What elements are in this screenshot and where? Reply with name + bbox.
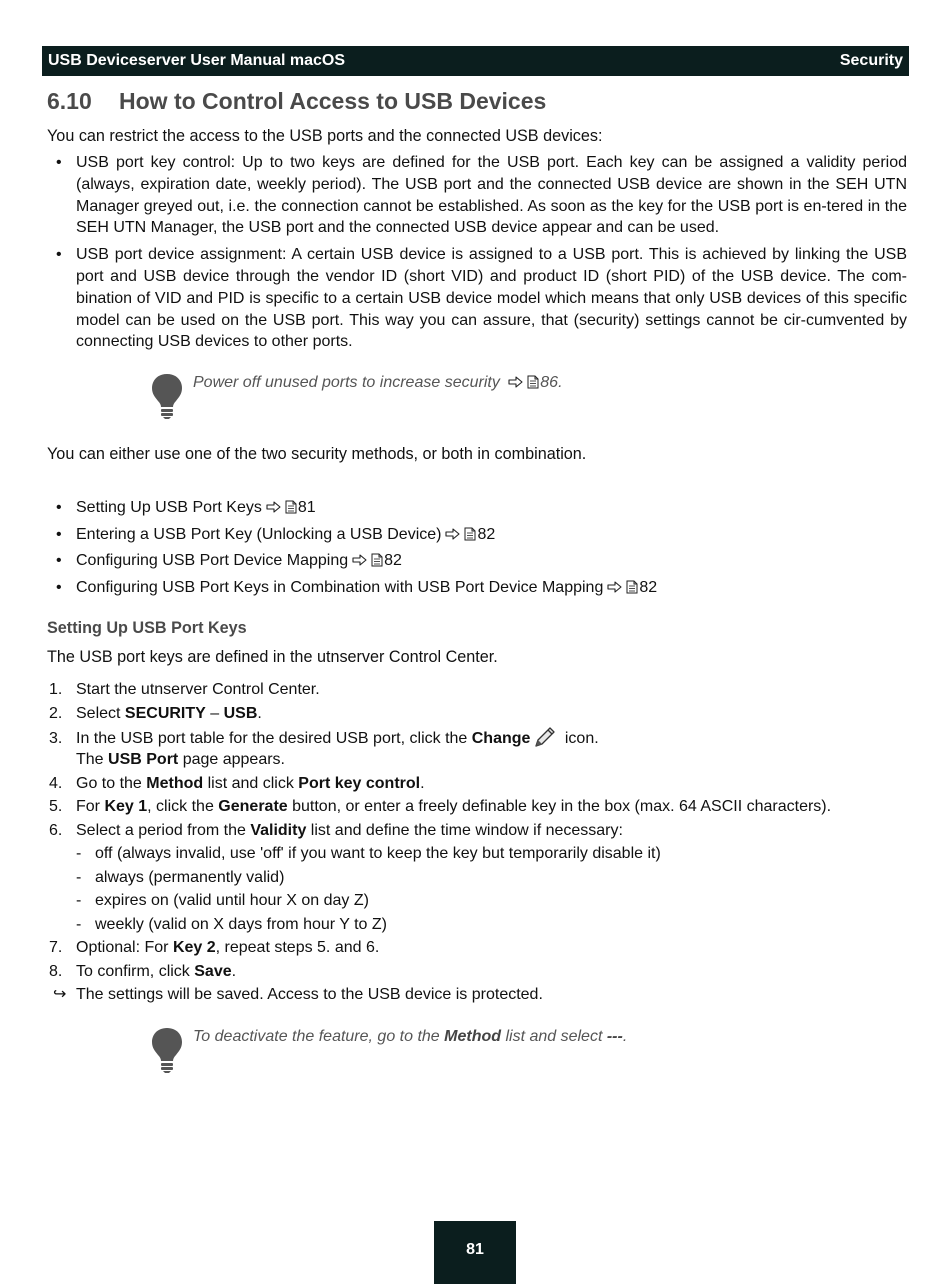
step-item: [47, 702, 907, 726]
page-header: [42, 46, 909, 76]
step-item: [47, 678, 907, 702]
section-heading: [47, 88, 546, 115]
list-item[interactable]: [47, 524, 657, 551]
step-number: 5.: [49, 798, 63, 815]
step-item: [47, 936, 907, 960]
bullet: •: [56, 552, 62, 570]
usb-port-page-label: USB Port: [108, 751, 179, 768]
validity-option: [47, 842, 907, 866]
tip-text-body: list and select: [501, 1028, 607, 1045]
pencil-icon: [533, 725, 557, 749]
step-text: icon.: [560, 730, 599, 747]
list-item[interactable]: [47, 577, 657, 604]
page-reference[interactable]: 82: [384, 552, 402, 570]
step-number: 3.: [49, 730, 63, 747]
arrow-right-icon: [508, 376, 523, 388]
step-item: [47, 819, 907, 843]
bullet-text: USB port device assignment: A certain USB device is assigned to a USB port. This is achieved by linking the USB port and USB device through the vendor ID (short VID) and product ID (short PID) of the USB device. The com-bination of VID and PID is specific to a certain USB device model which means that only USB devices of this specific model can be used on the USB port. This way you can assure, that (security) settings cannot be cir-cumvented by connecting USB devices to other ports.: [76, 246, 907, 351]
option-text: weekly (valid on X days from hour Y to Z): [95, 915, 387, 933]
step-number: 7.: [49, 939, 63, 956]
page-icon: [626, 580, 638, 594]
step-text: .: [420, 774, 425, 792]
step-text: , click the: [147, 798, 219, 815]
page-icon: [527, 375, 539, 389]
step-text: To confirm, click: [76, 962, 195, 980]
dash: -: [76, 868, 82, 886]
step-number: 2.: [49, 704, 63, 722]
step-text: Go to the: [76, 774, 147, 792]
chapter-title: Security: [839, 52, 903, 69]
step-text: , repeat steps 5. and 6.: [215, 939, 380, 956]
bullet: •: [56, 525, 62, 543]
step-item: [47, 772, 907, 796]
dash: -: [76, 915, 82, 933]
section-title: How to Control Access to USB Devices: [119, 88, 547, 114]
page-reference[interactable]: 81: [297, 499, 316, 516]
related-topics-list: [47, 497, 657, 604]
list-item: [47, 152, 907, 239]
step-text: Select: [76, 704, 125, 722]
step-text: In the USB port table for the desired USB port, click the: [76, 730, 472, 747]
key-1-label: Key 1: [104, 798, 148, 815]
step-result: [47, 983, 907, 1007]
link-label[interactable]: Entering a USB Port Key (Unlocking a USB Device): [76, 525, 442, 543]
save-label: Save: [194, 962, 232, 980]
bullet: •: [56, 154, 62, 171]
step-number: 4.: [49, 774, 63, 792]
link-label[interactable]: Setting Up USB Port Keys: [76, 499, 262, 516]
step-text: .: [231, 962, 237, 980]
list-item: [47, 244, 907, 353]
dash: -: [76, 892, 82, 909]
page-reference[interactable]: 82: [477, 525, 496, 543]
step-text: page appears.: [178, 751, 285, 768]
manual-title: USB Deviceserver User Manual macOS: [48, 52, 346, 69]
page-icon: [285, 500, 297, 514]
arrow-right-icon: [445, 528, 460, 540]
step-number: 8.: [49, 962, 63, 980]
lightbulb-icon: [150, 1026, 184, 1074]
page-icon: [464, 527, 476, 541]
step-text: list and click: [203, 774, 299, 792]
option-text: expires on (valid until hour X on day Z): [95, 892, 369, 909]
step-number: 6.: [49, 821, 63, 839]
page-reference[interactable]: 86.: [540, 374, 563, 391]
tip-note: [150, 1026, 627, 1074]
bullet: •: [56, 579, 62, 597]
step-continuation: [47, 748, 907, 772]
step-text: Select a period from the: [76, 821, 251, 839]
link-label[interactable]: Configuring USB Port Keys in Combination with USB Port Device Mapping: [76, 579, 604, 597]
dash: -: [76, 845, 82, 862]
validity-option: [47, 889, 907, 913]
step-text: list and define the time window if necessary:: [306, 821, 623, 839]
access-methods-list: [47, 152, 907, 353]
list-item[interactable]: [47, 497, 657, 524]
step-text: Start the utnserver Control Center.: [76, 681, 320, 698]
tip-text-body: To deactivate the feature, go to the: [193, 1028, 445, 1045]
step-item: [47, 795, 907, 819]
step-text: button, or enter a freely definable key in the box (max. 64 ASCII characters).: [287, 798, 832, 815]
option-text: always (permanently valid): [95, 868, 285, 886]
arrow-right-icon: [607, 581, 622, 593]
steps-list: [47, 678, 907, 1007]
generate-label: Generate: [218, 798, 288, 815]
link-label[interactable]: Configuring USB Port Device Mapping: [76, 552, 349, 570]
step-text: For: [76, 798, 105, 815]
page-icon: [371, 553, 383, 567]
combination-paragraph: You can either use one of the two security methods, or both in combination.: [47, 445, 587, 463]
change-label: Change: [471, 730, 531, 747]
step-text: Optional: For: [76, 939, 173, 956]
validity-label: Validity: [250, 821, 307, 839]
step-text: .: [257, 704, 262, 722]
section-number: 6.10: [47, 88, 92, 114]
step-item: [47, 960, 907, 984]
option-text: off (always invalid, use 'off' if you want to keep the key but temporarily disable it): [95, 845, 661, 862]
list-item[interactable]: [47, 550, 657, 577]
page-number: 81: [434, 1221, 516, 1284]
page-reference[interactable]: 82: [639, 579, 658, 597]
menu-usb: USB: [223, 704, 258, 722]
tip-text: [193, 1026, 627, 1048]
tip-text-body: Power off unused ports to increase security: [193, 374, 500, 391]
tip-note: [150, 372, 563, 420]
tip-text-body: .: [622, 1028, 628, 1045]
key-2-label: Key 2: [172, 939, 216, 956]
intro-paragraph: You can restrict the access to the USB ports and the connected USB devices:: [47, 127, 603, 145]
port-key-control-label: Port key control: [298, 774, 421, 792]
tip-text: [193, 372, 563, 394]
step-text: –: [205, 704, 224, 722]
bullet: •: [56, 499, 62, 516]
bullet-text: USB port key control: Up to two keys are defined for the USB port. Each key can be assigned a validity period (always, expiration date, weekly period). The USB port and the connected USB device are shown in the SEH UTN Manager greyed out, i.e. the connection cannot be established. As soon as the key for the USB port is en-tered in the SEH UTN Manager, the USB port and the connected USB device appear and can be used.: [76, 154, 907, 237]
step-text: The: [76, 751, 109, 768]
step-number: 1.: [49, 681, 63, 698]
subsection-intro: The USB port keys are defined in the utnserver Control Center.: [47, 648, 498, 666]
subsection-heading: Setting Up USB Port Keys: [47, 619, 247, 637]
menu-security: SECURITY: [124, 704, 206, 722]
validity-option: [47, 913, 907, 937]
method-label: Method: [444, 1028, 502, 1045]
method-label: Method: [146, 774, 204, 792]
result-text: The settings will be saved. Access to the USB device is protected.: [76, 986, 543, 1003]
disabled-option-label: ---: [606, 1028, 623, 1045]
result-arrow-icon: ↪: [53, 986, 67, 1003]
validity-option: [47, 866, 907, 890]
arrow-right-icon: [352, 554, 367, 566]
lightbulb-icon: [150, 372, 184, 420]
arrow-right-icon: [266, 501, 281, 513]
bullet: •: [56, 246, 62, 264]
